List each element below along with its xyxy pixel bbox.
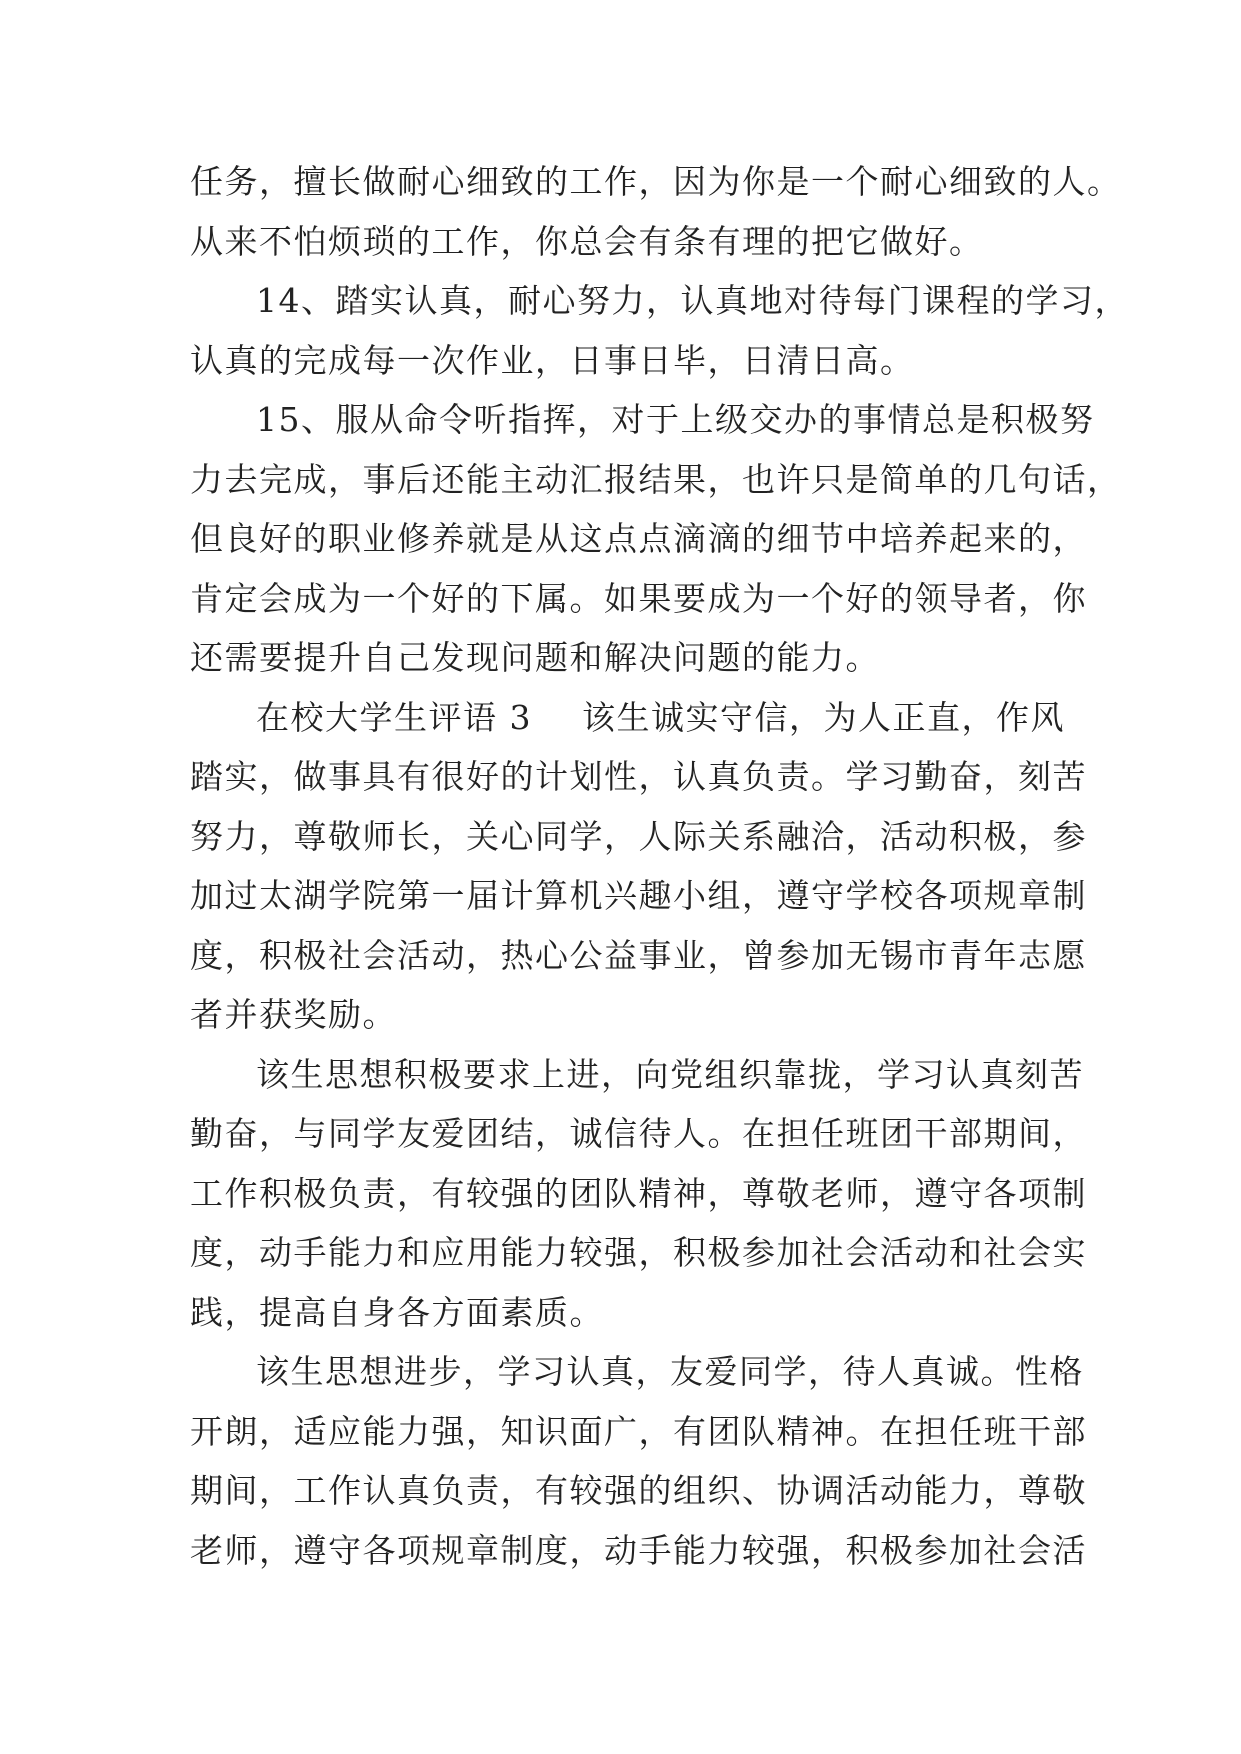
text-line: 期间，工作认真负责，有较强的组织、协调活动能力，尊敬 [190, 1471, 1087, 1510]
text-line: 力去完成，事后还能主动汇报结果，也许只是简单的几句话， [190, 459, 1122, 499]
text-line: 踏实，做事具有很好的计划性，认真负责。学习勤奋，刻苦 [190, 757, 1087, 796]
text-line: 者并获奖励。 [190, 995, 397, 1034]
text-line: 度，动手能力和应用能力较强，积极参加社会活动和社会实 [190, 1233, 1087, 1272]
text-line: 工作积极负责，有较强的团队精神，尊敬老师，遵守各项制 [190, 1173, 1087, 1213]
text-line: 该生思想积极要求上进，向党组织靠拢，学习认真刻苦 [256, 1054, 1084, 1094]
text-line: 加过太湖学院第一届计算机兴趣小组，遵守学校各项规章制 [190, 876, 1087, 915]
text-line: 肯定会成为一个好的下属。如果要成为一个好的领导者，你 [190, 578, 1087, 618]
text-line: 践，提高自身各方面素质。 [190, 1292, 604, 1332]
section-text: 该生诚实守信，为人正直，作风 [582, 697, 1065, 737]
text-line: 老师，遵守各项规章制度，动手能力较强，积极参加社会活 [190, 1530, 1087, 1570]
text-line: 勤奋，与同学友爱团结，诚信待人。在担任班团干部期间， [190, 1114, 1087, 1153]
text-line: 14、踏实认真，耐心努力，认真地对待每门课程的学习， [256, 281, 1129, 320]
text-line: 但良好的职业修养就是从这点点滴滴的细节中培养起来的， [190, 519, 1087, 558]
text-line: 从来不怕烦琐的工作，你总会有条有理的把它做好。 [190, 221, 984, 261]
section-heading-line [190, 688, 1070, 748]
text-line: 努力，尊敬师长，关心同学，人际关系融洽，活动积极，参 [190, 816, 1087, 856]
text-line: 认真的完成每一次作业，日事日毕，日清日高。 [190, 340, 915, 380]
text-line: 度，积极社会活动，热心公益事业，曾参加无锡市青年志愿 [190, 935, 1087, 975]
text-line: 还需要提升自己发现问题和解决问题的能力。 [190, 638, 880, 677]
text-line: 任务，擅长做耐心细致的工作，因为你是一个耐心细致的人。 [190, 162, 1122, 201]
section-heading: 在校大学生评语 3 [256, 697, 532, 737]
text-line: 开朗，适应能力强，知识面广，有团队精神。在担任班干部 [190, 1411, 1087, 1451]
text-line: 该生思想进步，学习认真，友爱同学，待人真诚。性格 [256, 1352, 1084, 1391]
text-line: 15、服从命令听指挥，对于上级交办的事情总是积极努 [256, 400, 1095, 439]
document-body [190, 152, 1129, 1580]
